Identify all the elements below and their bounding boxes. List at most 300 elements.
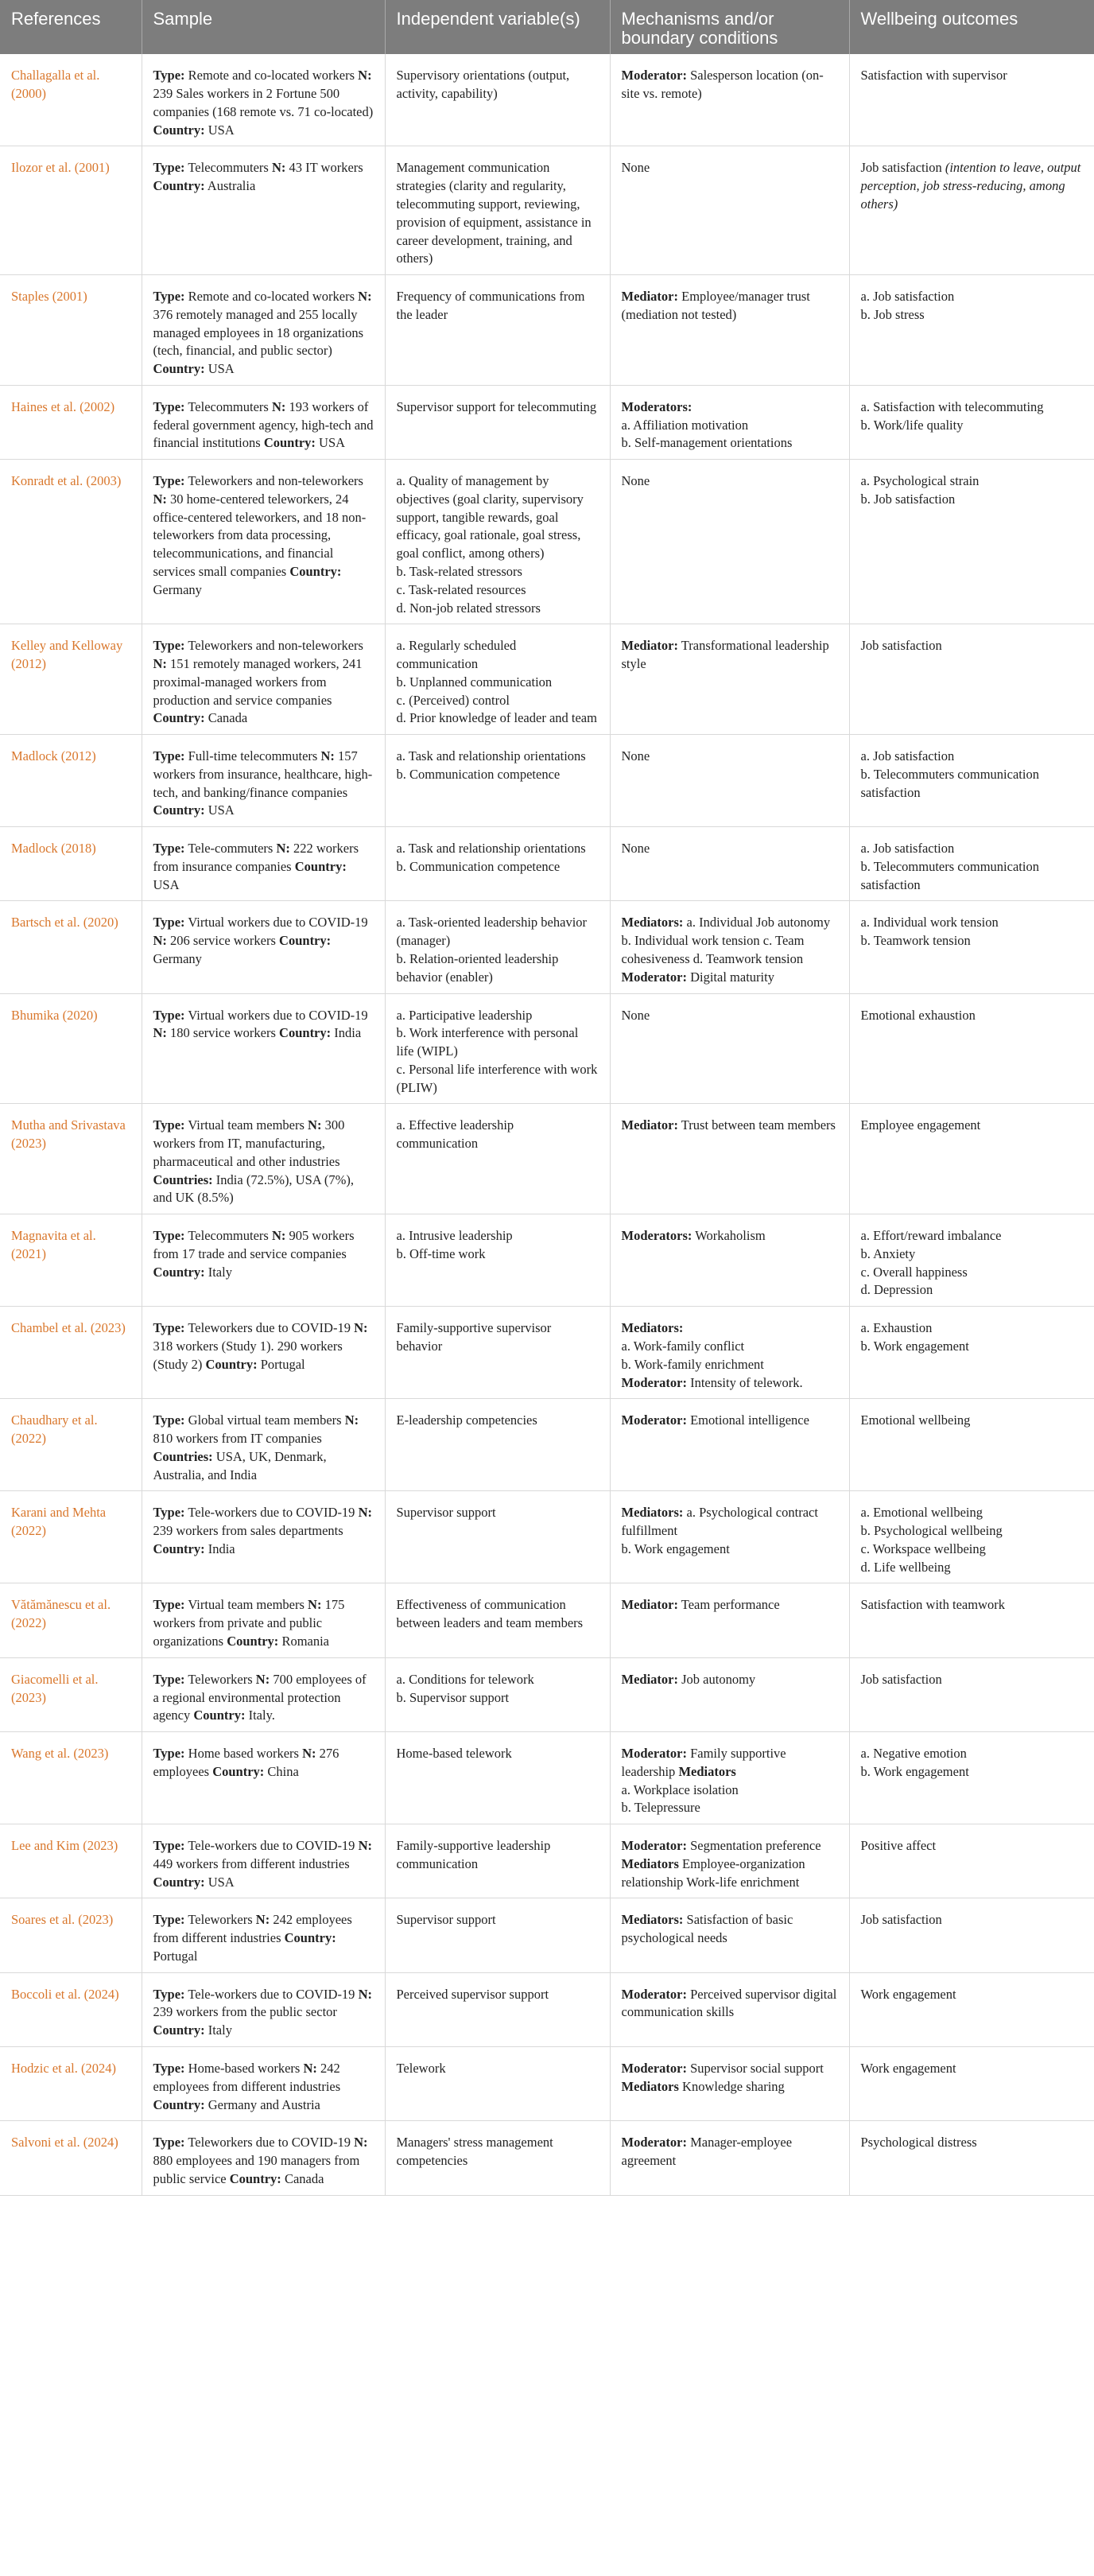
outcome-line bbox=[861, 1541, 1084, 1559]
cell-text: 157 workers from insurance, healthcare, high-tech, and banking/finance companies bbox=[153, 748, 373, 800]
cell-text: Romania bbox=[278, 1633, 330, 1649]
field-label: Country: bbox=[153, 178, 205, 194]
table-row bbox=[0, 1491, 1094, 1583]
cell-sample bbox=[142, 827, 385, 901]
cell-mechanisms bbox=[610, 1214, 849, 1307]
cell-outcomes bbox=[849, 1214, 1094, 1307]
cell-outcomes bbox=[849, 1732, 1094, 1824]
cell-sample bbox=[142, 735, 385, 827]
cell-sample bbox=[142, 2121, 385, 2195]
cell-text: India bbox=[204, 1541, 235, 1556]
field-label: Mediators bbox=[621, 2078, 679, 2094]
outcome-line bbox=[861, 1559, 1084, 1577]
field-label: Country: bbox=[153, 122, 205, 138]
cell-text: b. Work engagement bbox=[621, 1541, 730, 1556]
cell-text: None bbox=[621, 1007, 650, 1023]
field-label: Country: bbox=[153, 1264, 205, 1280]
outcome-line bbox=[861, 1504, 1084, 1522]
field-label: Country: bbox=[284, 1930, 336, 1946]
outcome-line bbox=[861, 2060, 1084, 2078]
outcome-line bbox=[861, 1281, 1084, 1300]
cell-text: 175 workers from private and public organizations bbox=[153, 1597, 345, 1649]
field-label: Type: bbox=[153, 1597, 185, 1613]
cell-reference bbox=[0, 735, 142, 827]
field-label: Type: bbox=[153, 841, 185, 857]
cell-mechanisms bbox=[610, 1972, 849, 2046]
cell-text: Germany bbox=[153, 581, 202, 597]
cell-reference bbox=[0, 1583, 142, 1657]
field-label: N: bbox=[308, 1117, 322, 1133]
cell-mechanisms bbox=[610, 1307, 849, 1399]
cell-mechanisms bbox=[610, 54, 849, 146]
cell-text: None bbox=[621, 473, 650, 489]
variable-line: Supervisor support bbox=[396, 1505, 496, 1521]
cell-mechanisms bbox=[610, 2121, 849, 2195]
table-row bbox=[0, 460, 1094, 624]
cell-independent-variables bbox=[385, 1732, 610, 1824]
cell-outcomes bbox=[849, 1898, 1094, 1972]
cell-text: Trust between team members bbox=[677, 1117, 836, 1133]
field-label: N: bbox=[271, 1228, 286, 1244]
cell-text: Remote and co-located workers bbox=[184, 289, 359, 305]
reference-citation: Mutha and Srivastava (2023) bbox=[11, 1117, 126, 1152]
field-label: Countries: bbox=[153, 1448, 213, 1464]
outcome-line bbox=[861, 159, 1084, 213]
table-row bbox=[0, 827, 1094, 901]
cell-text: Home-based workers bbox=[184, 2060, 304, 2076]
outcome-line bbox=[861, 1911, 1084, 1929]
cell-text: 180 service workers bbox=[166, 1025, 280, 1041]
field-label: Moderator: bbox=[621, 969, 687, 985]
cell-reference bbox=[0, 1732, 142, 1824]
cell-outcomes bbox=[849, 1824, 1094, 1898]
cell-text: Teleworkers bbox=[184, 1912, 256, 1928]
table-row bbox=[0, 1824, 1094, 1898]
cell-text: b. Work-family enrichment bbox=[621, 1356, 764, 1372]
table-row bbox=[0, 901, 1094, 993]
cell-sample bbox=[142, 460, 385, 624]
cell-text: 206 service workers bbox=[166, 933, 280, 949]
table-row bbox=[0, 1732, 1094, 1824]
reference-citation: Madlock (2018) bbox=[11, 841, 96, 857]
cell-sample bbox=[142, 1898, 385, 1972]
cell-independent-variables bbox=[385, 2046, 610, 2120]
field-label: Mediators: bbox=[621, 1912, 684, 1928]
cell-text: Tele-workers due to COVID-19 bbox=[184, 1986, 359, 2002]
cell-text: Salesperson location (on-site vs. remote) bbox=[621, 68, 824, 102]
cell-text: 151 remotely managed workers, 241 proximal-managed workers from production and service companies bbox=[153, 656, 363, 708]
variable-line: b. Communication competence bbox=[396, 858, 561, 874]
cell-text: Teleworkers and non-teleworkers bbox=[184, 473, 363, 489]
reference-citation: Konradt et al. (2003) bbox=[11, 473, 122, 489]
cell-sample bbox=[142, 624, 385, 735]
field-label: Country: bbox=[263, 435, 316, 451]
outcome-line bbox=[861, 914, 1084, 932]
field-label: N: bbox=[354, 1320, 368, 1336]
reference-citation: Chaudhary et al. (2022) bbox=[11, 1412, 98, 1447]
outcome-line bbox=[861, 472, 1084, 491]
cell-text: a. Affiliation motivation bbox=[621, 417, 749, 433]
cell-independent-variables bbox=[385, 1307, 610, 1399]
cell-text: USA, UK, Denmark, Australia, and India bbox=[153, 1448, 327, 1482]
cell-reference bbox=[0, 2046, 142, 2120]
field-label: Country: bbox=[289, 563, 342, 579]
cell-independent-variables bbox=[385, 1972, 610, 2046]
cell-text: USA bbox=[315, 435, 346, 451]
field-label: N: bbox=[153, 1025, 167, 1041]
field-label: Moderator: bbox=[621, 1838, 687, 1854]
variable-line: Family-supportive leadership communication bbox=[396, 1838, 551, 1871]
cell-text: Canada bbox=[204, 710, 248, 726]
field-label: Mediator: bbox=[621, 1597, 678, 1613]
cell-text: 700 employees of a regional environmental protection agency bbox=[153, 1671, 367, 1723]
cell-outcomes bbox=[849, 827, 1094, 901]
cell-text: a. Effort/reward imbalance bbox=[860, 1228, 1002, 1244]
field-label: Type: bbox=[153, 638, 185, 654]
field-label: Moderator: bbox=[621, 2060, 687, 2076]
cell-sample bbox=[142, 1657, 385, 1731]
cell-outcomes bbox=[849, 1104, 1094, 1214]
table-row bbox=[0, 385, 1094, 459]
cell-independent-variables bbox=[385, 993, 610, 1104]
field-label: Moderator: bbox=[621, 1986, 687, 2002]
table-row bbox=[0, 1399, 1094, 1491]
cell-text: Work engagement bbox=[860, 1986, 956, 2002]
variable-line: Frequency of communications from the leader bbox=[396, 289, 585, 322]
cell-independent-variables bbox=[385, 624, 610, 735]
cell-text: a. Individual Job autonomy b. Individual work tension c. Team cohesiveness d. Teamwork tension bbox=[621, 915, 831, 966]
cell-reference bbox=[0, 146, 142, 275]
field-label: Country: bbox=[279, 933, 332, 949]
variable-line: b. Unplanned communication bbox=[396, 674, 553, 690]
variable-line: Family-supportive supervisor behavior bbox=[396, 1320, 552, 1354]
cell-independent-variables bbox=[385, 1399, 610, 1491]
outcome-line bbox=[861, 1412, 1084, 1430]
field-label: Type: bbox=[153, 915, 185, 931]
cell-text: a. Exhaustion bbox=[860, 1320, 933, 1336]
outcome-line bbox=[861, 1007, 1084, 1025]
field-label: Mediator: bbox=[621, 1671, 678, 1687]
variable-line: Management communication strategies (clarity and regularity, telecommuting support, reviewing, provision of equipment, assistance in career development, training, and others) bbox=[396, 160, 592, 266]
cell-text: b. Telepressure bbox=[621, 1800, 700, 1816]
cell-outcomes bbox=[849, 460, 1094, 624]
field-label: N: bbox=[271, 398, 286, 414]
field-label: N: bbox=[354, 2135, 368, 2151]
cell-mechanisms bbox=[610, 460, 849, 624]
table-row bbox=[0, 1104, 1094, 1214]
cell-text: Job satisfaction bbox=[860, 1671, 942, 1687]
field-label: Moderator: bbox=[621, 1374, 687, 1390]
cell-reference bbox=[0, 624, 142, 735]
field-label: Moderator: bbox=[621, 2135, 687, 2151]
reference-citation: Lee and Kim (2023) bbox=[11, 1838, 118, 1854]
reference-citation: Ilozor et al. (2001) bbox=[11, 160, 110, 176]
cell-text: China bbox=[264, 1763, 299, 1779]
outcome-line bbox=[861, 1671, 1084, 1689]
cell-reference bbox=[0, 1657, 142, 1731]
variable-line: d. Prior knowledge of leader and team bbox=[396, 710, 597, 726]
cell-mechanisms bbox=[610, 1732, 849, 1824]
variable-line: b. Communication competence bbox=[396, 766, 561, 782]
cell-text: Tele-commuters bbox=[184, 841, 277, 857]
cell-text: Australia bbox=[204, 178, 256, 194]
cell-sample bbox=[142, 1583, 385, 1657]
cell-reference bbox=[0, 901, 142, 993]
cell-independent-variables bbox=[385, 460, 610, 624]
field-label: N: bbox=[320, 748, 335, 764]
field-label: N: bbox=[358, 1838, 372, 1854]
cell-outcomes bbox=[849, 1657, 1094, 1731]
outcome-line bbox=[861, 1245, 1084, 1264]
field-label: Country: bbox=[193, 1708, 246, 1723]
cell-reference bbox=[0, 1972, 142, 2046]
cell-text: Remote and co-located workers bbox=[184, 68, 359, 84]
field-label: N: bbox=[358, 68, 372, 84]
field-label: Country: bbox=[294, 858, 347, 874]
field-label: N: bbox=[255, 1671, 270, 1687]
cell-outcomes bbox=[849, 146, 1094, 275]
cell-text: Full-time telecommuters bbox=[184, 748, 321, 764]
table-row bbox=[0, 1214, 1094, 1307]
cell-text: Job autonomy bbox=[677, 1671, 756, 1687]
cell-text: Telecommuters bbox=[184, 1228, 272, 1244]
variable-line: a. Effective leadership communication bbox=[396, 1117, 514, 1152]
cell-outcomes bbox=[849, 2121, 1094, 2195]
cell-text: Portugal bbox=[257, 1356, 305, 1372]
variable-line: a. Task-oriented leadership behavior (manager) bbox=[396, 915, 588, 949]
reference-citation: Wang et al. (2023) bbox=[11, 1746, 109, 1762]
field-label: Mediator: bbox=[621, 1117, 678, 1133]
cell-reference bbox=[0, 1491, 142, 1583]
cell-text: b. Work engagement bbox=[860, 1763, 969, 1779]
header-row bbox=[0, 0, 1094, 54]
cell-text: Emotional intelligence bbox=[686, 1412, 809, 1428]
field-label: Country: bbox=[153, 2096, 205, 2112]
cell-text: Intensity of telework. bbox=[686, 1374, 803, 1390]
cell-text: Germany bbox=[153, 951, 202, 966]
field-label: N: bbox=[308, 1597, 322, 1613]
cell-text: a. Workplace isolation bbox=[621, 1781, 739, 1797]
cell-text: Perceived supervisor digital communication skills bbox=[621, 1986, 837, 2020]
cell-text: 300 workers from IT, manufacturing, pharmaceutical and other industries bbox=[153, 1117, 345, 1169]
cell-outcomes bbox=[849, 54, 1094, 146]
variable-line: a. Conditions for telework bbox=[396, 1671, 534, 1687]
outcome-line bbox=[861, 1837, 1084, 1855]
cell-text: Canada bbox=[281, 2170, 324, 2186]
field-label: Mediators bbox=[678, 1763, 736, 1779]
field-label: Type: bbox=[153, 1007, 185, 1023]
cell-text: a. Psychological contract fulfillment bbox=[621, 1505, 818, 1539]
variable-line: Supervisor support for telecommuting bbox=[396, 398, 597, 414]
outcome-line bbox=[861, 1319, 1084, 1338]
table-row bbox=[0, 735, 1094, 827]
outcome-line bbox=[861, 1596, 1084, 1614]
table-row bbox=[0, 146, 1094, 275]
cell-mechanisms bbox=[610, 1583, 849, 1657]
field-label: Mediators: bbox=[621, 1320, 684, 1336]
cell-text: 193 workers of federal government agency, high-tech and financial institutions bbox=[153, 398, 374, 451]
field-label: Type: bbox=[153, 1228, 185, 1244]
table-row bbox=[0, 1583, 1094, 1657]
cell-text: Virtual team members bbox=[184, 1117, 308, 1133]
outcome-line bbox=[861, 1227, 1084, 1245]
cell-independent-variables bbox=[385, 385, 610, 459]
cell-text: USA bbox=[153, 876, 180, 892]
field-label: Moderator: bbox=[621, 1412, 687, 1428]
cell-outcomes bbox=[849, 1399, 1094, 1491]
cell-reference bbox=[0, 827, 142, 901]
outcome-line bbox=[861, 840, 1084, 858]
cell-text: b. Psychological wellbeing bbox=[860, 1523, 1003, 1539]
field-label: N: bbox=[153, 491, 167, 507]
cell-independent-variables bbox=[385, 735, 610, 827]
variable-line: a. Intrusive leadership bbox=[396, 1228, 513, 1244]
cell-mechanisms bbox=[610, 1491, 849, 1583]
cell-reference bbox=[0, 460, 142, 624]
cell-independent-variables bbox=[385, 275, 610, 386]
cell-mechanisms bbox=[610, 1104, 849, 1214]
cell-text: a. Negative emotion bbox=[860, 1746, 967, 1762]
cell-mechanisms bbox=[610, 993, 849, 1104]
cell-text: b. Job satisfaction bbox=[860, 491, 956, 507]
field-label: Type: bbox=[153, 1746, 185, 1762]
cell-sample bbox=[142, 275, 385, 386]
field-label: Type: bbox=[153, 289, 185, 305]
variable-line: a. Participative leadership bbox=[396, 1007, 533, 1023]
cell-sample bbox=[142, 993, 385, 1104]
cell-mechanisms bbox=[610, 385, 849, 459]
field-label: Type: bbox=[153, 160, 185, 176]
cell-text: 43 IT workers bbox=[285, 160, 363, 176]
reference-citation: Chambel et al. (2023) bbox=[11, 1320, 126, 1336]
cell-sample bbox=[142, 54, 385, 146]
outcome-line bbox=[861, 637, 1084, 655]
table-row bbox=[0, 1972, 1094, 2046]
cell-text: None bbox=[621, 841, 650, 857]
field-label: Country: bbox=[153, 2022, 205, 2038]
cell-text: Team performance bbox=[677, 1597, 780, 1613]
field-label: Moderators: bbox=[621, 398, 692, 414]
field-label: Type: bbox=[153, 748, 185, 764]
cell-reference bbox=[0, 1307, 142, 1399]
cell-text: Employee/manager trust (mediation not tested) bbox=[621, 289, 810, 322]
variable-line: b. Relation-oriented leadership behavior (enabler) bbox=[396, 951, 559, 985]
cell-independent-variables bbox=[385, 2121, 610, 2195]
field-label: Mediator: bbox=[621, 289, 678, 305]
cell-text: a. Job satisfaction bbox=[860, 748, 955, 764]
reference-citation: Bhumika (2020) bbox=[11, 1007, 98, 1023]
reference-citation: Soares et al. (2023) bbox=[11, 1912, 114, 1928]
field-label: N: bbox=[153, 656, 167, 672]
variable-line: b. Supervisor support bbox=[396, 1689, 510, 1705]
cell-outcomes bbox=[849, 385, 1094, 459]
outcome-line bbox=[861, 417, 1084, 435]
outcome-line bbox=[861, 1986, 1084, 2004]
cell-mechanisms bbox=[610, 901, 849, 993]
cell-text: Italy bbox=[204, 1264, 232, 1280]
cell-mechanisms bbox=[610, 735, 849, 827]
reference-citation: Karani and Mehta (2022) bbox=[11, 1505, 107, 1539]
cell-independent-variables bbox=[385, 827, 610, 901]
cell-outcomes bbox=[849, 1307, 1094, 1399]
variable-line: Telework bbox=[396, 2060, 446, 2076]
cell-independent-variables bbox=[385, 1583, 610, 1657]
cell-text: Germany and Austria bbox=[204, 2096, 320, 2112]
cell-text: 242 employees from different industries bbox=[153, 1912, 352, 1946]
cell-text: Teleworkers bbox=[184, 1671, 256, 1687]
cell-sample bbox=[142, 901, 385, 993]
cell-mechanisms bbox=[610, 1399, 849, 1491]
cell-outcomes bbox=[849, 1972, 1094, 2046]
cell-text: a. Job satisfaction bbox=[860, 841, 955, 857]
cell-text: b. Anxiety bbox=[860, 1245, 916, 1261]
field-label: Type: bbox=[153, 1986, 185, 2002]
cell-sample bbox=[142, 385, 385, 459]
cell-text: 30 home-centered teleworkers, 24 office-centered teleworkers, and 18 non-teleworkers from data processing, telecommunications, and financial services small companies bbox=[153, 491, 367, 579]
cell-text: Global virtual team members bbox=[184, 1412, 345, 1428]
reference-citation: Challagalla et al. (2000) bbox=[11, 68, 100, 102]
field-label: Mediators: bbox=[621, 915, 684, 931]
outcome-line bbox=[861, 766, 1084, 802]
field-label: N: bbox=[358, 1986, 372, 2002]
variable-line: b. Task-related stressors bbox=[396, 563, 522, 579]
cell-text: a. Emotional wellbeing bbox=[860, 1505, 983, 1521]
cell-mechanisms bbox=[610, 146, 849, 275]
reference-citation: Vătămănescu et al. (2022) bbox=[11, 1597, 111, 1631]
cell-text: b. Telecommuters communication satisfaction bbox=[860, 858, 1039, 892]
cell-text: Virtual team members bbox=[184, 1597, 308, 1613]
field-label: Country: bbox=[153, 361, 205, 377]
cell-text: USA bbox=[204, 1874, 235, 1890]
cell-text: Family supportive leadership bbox=[621, 1746, 786, 1779]
cell-text: Employee engagement bbox=[860, 1117, 981, 1133]
cell-text: Portugal bbox=[153, 1948, 198, 1964]
cell-text: Positive affect bbox=[860, 1838, 937, 1854]
cell-text: 239 workers from the public sector bbox=[153, 2004, 337, 2020]
cell-mechanisms bbox=[610, 1898, 849, 1972]
field-label: N: bbox=[276, 841, 290, 857]
field-label: Type: bbox=[153, 1912, 185, 1928]
field-label: Country: bbox=[153, 802, 205, 818]
cell-text: Employee-organization relationship Work-life enrichment bbox=[621, 1855, 805, 1890]
outcome-line bbox=[861, 932, 1084, 950]
cell-outcomes bbox=[849, 2046, 1094, 2120]
cell-text: 880 employees and 190 managers from public service bbox=[153, 2153, 360, 2186]
field-label: Country: bbox=[153, 1874, 205, 1890]
cell-independent-variables bbox=[385, 54, 610, 146]
variable-line: Supervisory orientations (output, activity, capability) bbox=[396, 68, 570, 102]
cell-text: a. Satisfaction with telecommuting bbox=[860, 398, 1044, 414]
cell-text: 242 employees from different industries bbox=[153, 2060, 341, 2094]
field-label: Type: bbox=[153, 2135, 185, 2151]
cell-sample bbox=[142, 1491, 385, 1583]
cell-text: USA bbox=[204, 802, 235, 818]
cell-text: c. Overall happiness bbox=[860, 1264, 968, 1280]
table-row bbox=[0, 275, 1094, 386]
cell-reference bbox=[0, 1104, 142, 1214]
outcome-line bbox=[861, 306, 1084, 324]
reference-citation: Madlock (2012) bbox=[11, 748, 96, 764]
cell-independent-variables bbox=[385, 1104, 610, 1214]
cell-outcomes bbox=[849, 1491, 1094, 1583]
field-label: N: bbox=[255, 1912, 270, 1928]
header-mechanisms: Mechanisms and/or boundary conditions bbox=[610, 0, 849, 54]
cell-reference bbox=[0, 275, 142, 386]
cell-reference bbox=[0, 54, 142, 146]
field-label: N: bbox=[358, 1505, 372, 1521]
table-row bbox=[0, 1898, 1094, 1972]
field-label: Type: bbox=[153, 1505, 185, 1521]
